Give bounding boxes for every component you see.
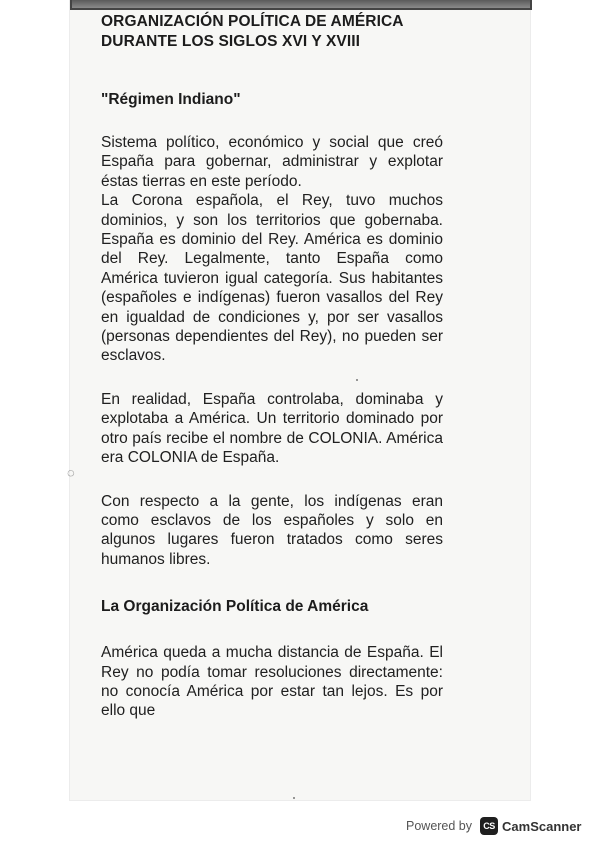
powered-by-label: Powered by bbox=[406, 819, 473, 833]
scan-speck bbox=[356, 379, 358, 381]
paragraph-distancia: América queda a mucha distancia de España. El Rey no podía tomar resoluciones directamente: no conocía América por estar tan lejos. Es por ello que bbox=[101, 644, 443, 720]
heading-regimen-indiano: "Régimen Indiano" bbox=[101, 91, 241, 108]
document-body bbox=[101, 12, 443, 721]
document-title bbox=[101, 12, 443, 52]
heading-organizacion-politica: La Organización Política de América bbox=[101, 598, 369, 616]
title-line-2: DURANTE LOS SIGLOS XVI Y XVIII bbox=[101, 33, 361, 50]
camscanner-watermark bbox=[406, 815, 582, 837]
camscanner-brand: CamScanner bbox=[502, 818, 582, 834]
page-top-frame bbox=[70, 0, 532, 10]
logo-text: CS bbox=[483, 821, 495, 831]
title-line-1: ORGANIZACIÓN POLÍTICA DE AMÉRICA bbox=[101, 13, 404, 30]
binder-hole-mark: ◌ bbox=[67, 465, 75, 480]
camscanner-logo-icon bbox=[480, 817, 498, 835]
paragraph-indigenas: Con respecto a la gente, los indígenas eran como esclavos de los españoles y solo en algunos lugares fueron tratados como seres humanos libres. bbox=[101, 492, 443, 568]
scan-speck bbox=[293, 797, 295, 799]
paragraph-corona: La Corona española, el Rey, tuvo muchos dominios, y son los territorios que gobernaba. España es dominio del Rey. América es dominio del Rey. Legalmente, tanto España como América tuvieron igual categoría. Sus habitantes (españoles e indígenas) fueron vasallos del Rey en igualdad de condiciones y, por ser vasallos (personas dependientes del Rey), no pueden ser esclavos. bbox=[101, 192, 443, 365]
paragraph-colonia: En realidad, España controlaba, dominaba y explotaba a América. Un territorio dominado por otro país recibe el nombre de COLONIA. América era COLONIA de España. bbox=[101, 390, 443, 467]
paragraph-definition: Sistema político, económico y social que creó España para gobernar, administrar y explotar éstas tierras en este período. bbox=[101, 134, 443, 190]
